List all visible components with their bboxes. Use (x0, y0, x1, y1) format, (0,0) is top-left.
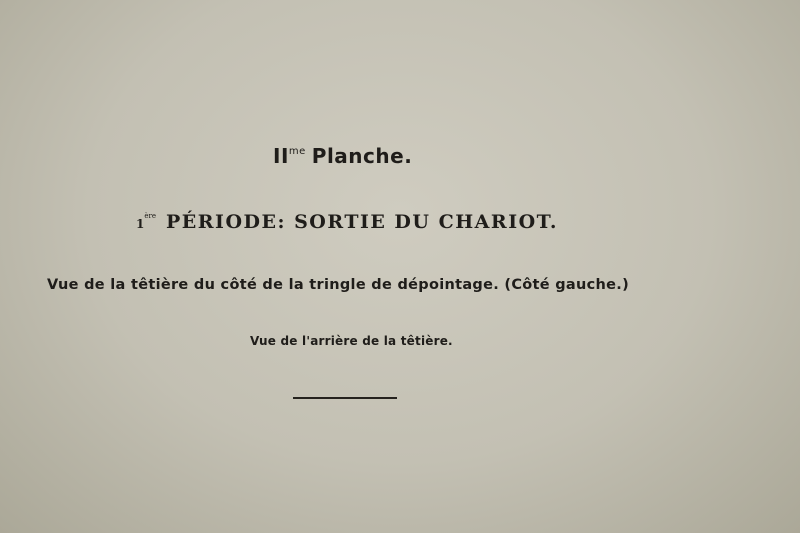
period-ordinal-suffix: ère (144, 212, 156, 220)
period-heading (136, 211, 558, 233)
view-caption-left-side: Vue de la têtière du côté de la tringle de dépointage. (Côté gauche.) (47, 277, 630, 293)
plate-word: Planche. (311, 144, 413, 168)
horizontal-rule (293, 397, 397, 399)
view-caption-rear: Vue de l'arrière de la têtière. (250, 334, 453, 348)
plate-numeral: II (273, 144, 289, 168)
period-ordinal: 1ère (136, 212, 156, 231)
plate-numeral-suffix: me (288, 146, 306, 157)
plate-title (273, 144, 412, 168)
period-text: PÉRIODE: SORTIE DU CHARIOT. (166, 211, 558, 233)
